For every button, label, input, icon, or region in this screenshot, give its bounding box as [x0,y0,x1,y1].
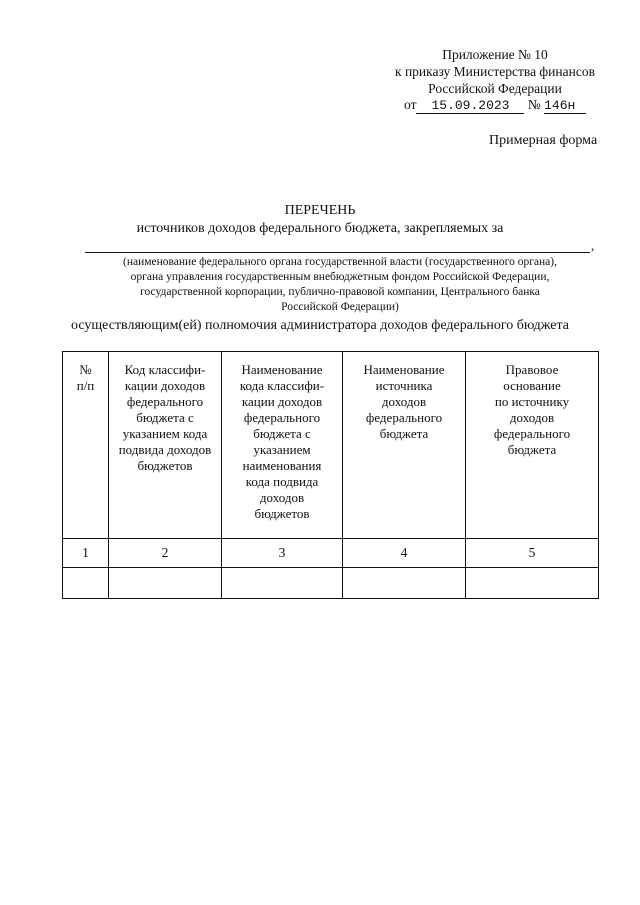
header-line: кации доходов [124,378,206,393]
header-line: основание [503,378,561,393]
header-line: Правовое [505,362,559,377]
header-line: указанием кода [122,426,208,441]
column-number: 3 [222,539,343,568]
header-line: Наименование [363,362,445,377]
table-cell [109,568,222,599]
table-empty-row [63,568,599,599]
table-cell [466,568,599,599]
document-title: ПЕРЕЧЕНЬ [284,203,356,218]
column-number: 5 [466,539,599,568]
document-subtitle: источников доходов федерального бюджета, закрепляемых за [136,221,504,236]
caption-line: (наименование федерального органа государственной власти (государственного органа), [122,256,557,268]
header-line: бюджетов [137,458,193,473]
header-classification-code [109,352,222,539]
header-line: п/п [76,378,95,393]
header-line: доходов [381,394,427,409]
order-number: 146н [544,99,586,114]
header-line: бюджета с [253,426,311,441]
header-line: указанием [253,442,311,457]
header-line: бюджета [507,442,557,457]
caption-line: органа управления государственным внебюджетным фондом Российской Федерации, [130,271,550,283]
table-column-numbers-row [63,539,599,568]
agency-name-caption [80,255,600,315]
header-line: подвида доходов [118,442,212,457]
header-line: федерального [365,410,443,425]
order-date: 15.09.2023 [416,99,524,114]
header-line: бюджета [379,426,429,441]
header-line: федерального [493,426,571,441]
header-line: доходов [259,490,305,505]
table-header-row [63,352,599,539]
caption-line: Российской Федерации) [281,301,399,313]
form-type-label: Примерная форма [489,133,598,148]
table-cell [343,568,466,599]
revenue-sources-table [62,351,599,599]
agency-name-field-line [85,252,590,253]
header-line: наименования [242,458,322,473]
header-source-name [343,352,466,539]
header-legal-basis [466,352,599,539]
field-comma: , [591,238,595,253]
number-prefix: № [527,97,541,112]
table-cell [63,568,109,599]
header-line: Код классифи- [124,362,206,377]
header-line: кода классифи- [239,378,325,393]
column-number: 2 [109,539,222,568]
header-classification-name [222,352,343,539]
appendix-line-3: Российской Федерации [428,81,562,96]
header-index [63,352,109,539]
column-number: 4 [343,539,466,568]
header-line: по источнику [494,394,570,409]
date-prefix: от [404,97,417,112]
header-line: бюджета с [136,410,194,425]
header-line: Наименование [241,362,323,377]
header-line: кода подвида [245,474,319,489]
table-cell [222,568,343,599]
header-line: кации доходов [241,394,323,409]
header-line: бюджетов [254,506,310,521]
appendix-block [380,46,610,97]
authority-statement: осуществляющим(ей) полномочия администратора доходов федерального бюджета [71,318,569,333]
caption-line: государственной корпорации, публично-правовой компании, Центрального банка [140,286,540,298]
column-number: 1 [63,539,109,568]
header-line: федерального [243,410,321,425]
appendix-line-2: к приказу Министерства финансов [395,64,595,79]
header-line: доходов [509,410,555,425]
appendix-line-1: Приложение № 10 [442,47,548,62]
header-line: источника [375,378,433,393]
header-line: № [79,362,92,377]
header-line: федерального [126,394,204,409]
order-date-line [404,97,586,114]
